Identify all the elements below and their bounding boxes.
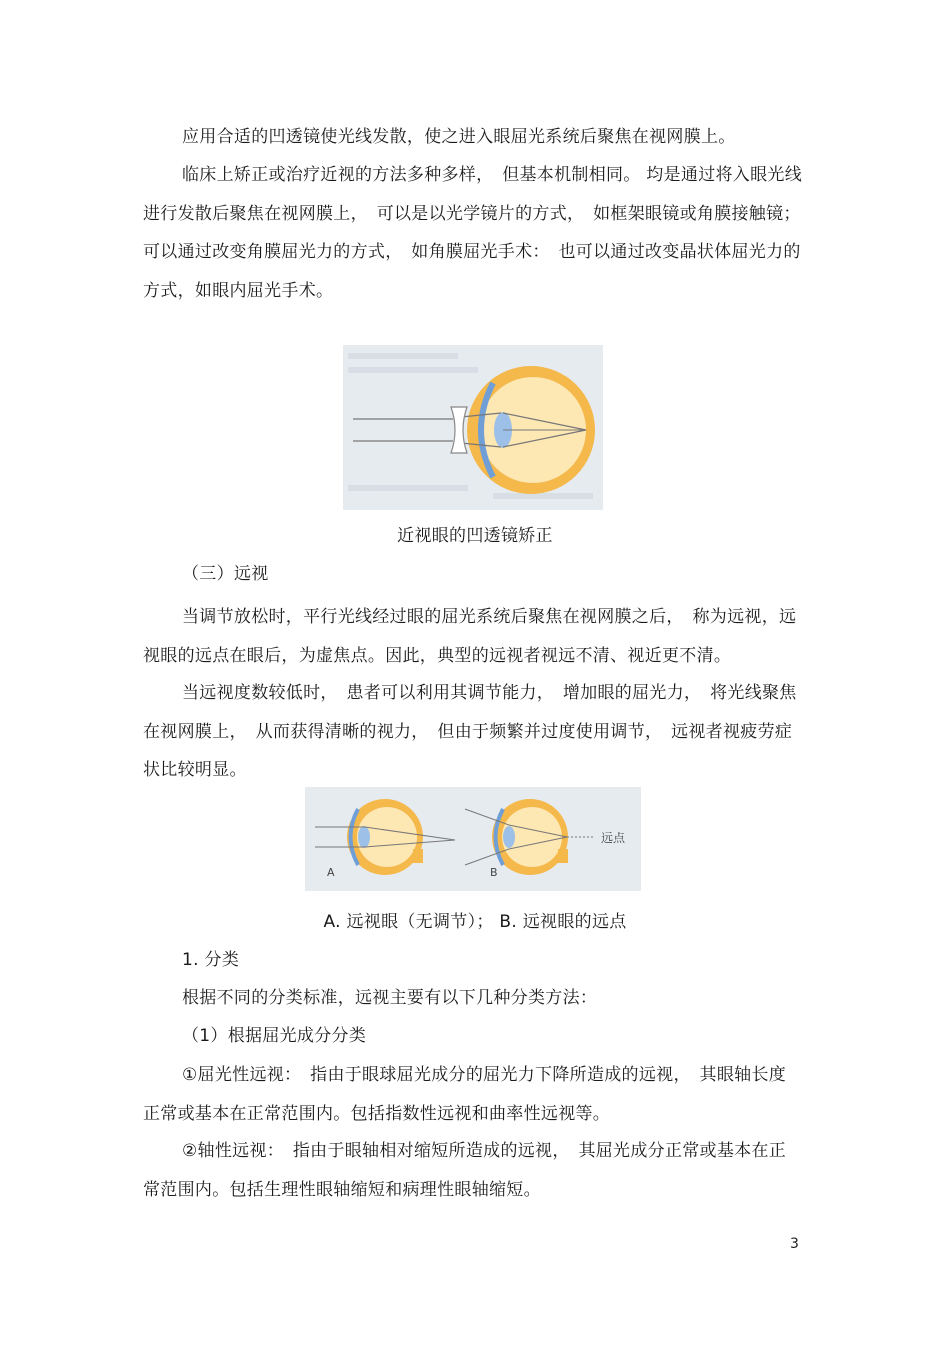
- concave-lens-myopia-eye-diagram: [343, 345, 603, 510]
- hyperopia-eye-diagram: [305, 787, 641, 891]
- paragraph-hyperopia-accommodation: 当远视度数较低时， 患者可以利用其调节能力， 增加眼的屈光力， 将光线聚焦在视网膜上， 从而获得清晰的视力， 但由于频繁并过度使用调节， 远视者视疲劳症状比较明显。: [143, 683, 797, 780]
- far-point-label: 远点: [601, 831, 626, 845]
- paragraph-concave-lens: 应用合适的凹透镜使光线发散，使之进入眼屈光系统后聚焦在视网膜上。: [182, 127, 736, 147]
- paragraph-treatment-methods: 临床上矫正或治疗近视的方法多种多样， 但基本机制相同。 均是通过将入眼光线进行发散后聚焦在视网膜上， 可以是以光学镜片的方式， 如框架眼镜或角膜接触镜；可以通过改变角膜屈光力的方式， 如角膜屈光手术： 也可以通过改变晶状体屈光力的方式，如眼内屈光手术。: [143, 165, 803, 301]
- sub-heading-classification: 1. 分类: [182, 950, 240, 970]
- paragraph-hyperopia-definition: 当调节放松时，平行光线经过眼的屈光系统后聚焦在视网膜之后， 称为远视，远视眼的远点在眼后，为虚焦点。因此，典型的远视者视远不清、视近更不清。: [143, 607, 797, 666]
- paragraph-classification-intro: 根据不同的分类标准，远视主要有以下几种分类方法：: [182, 988, 598, 1008]
- panel-b-label: B: [490, 866, 498, 879]
- sub-heading-refractive-components: （1）根据屈光成分分类: [182, 1026, 367, 1046]
- figure-caption-hyperopia: A. 远视眼（无调节）； B. 远视眼的远点: [323, 912, 627, 932]
- panel-a-label: A: [327, 866, 335, 879]
- paragraph-axial-hyperopia: ②轴性远视： 指由于眼轴相对缩短所造成的远视， 其屈光成分正常或基本在正常范围内。包括生理性眼轴缩短和病理性眼轴缩短。: [143, 1141, 787, 1200]
- hyperopia-figure: [305, 787, 641, 891]
- myopia-correction-figure: [343, 345, 603, 510]
- page-number: 3: [790, 1236, 799, 1252]
- section-heading-hyperopia: （三）远视: [182, 564, 269, 584]
- figure-caption-myopia: 近视眼的凹透镜矫正: [397, 526, 553, 546]
- paragraph-refractive-hyperopia: ①屈光性远视： 指由于眼球屈光成分的屈光力下降所造成的远视， 其眼轴长度正常或基本在正常范围内。包括指数性远视和曲率性远视等。: [143, 1065, 787, 1124]
